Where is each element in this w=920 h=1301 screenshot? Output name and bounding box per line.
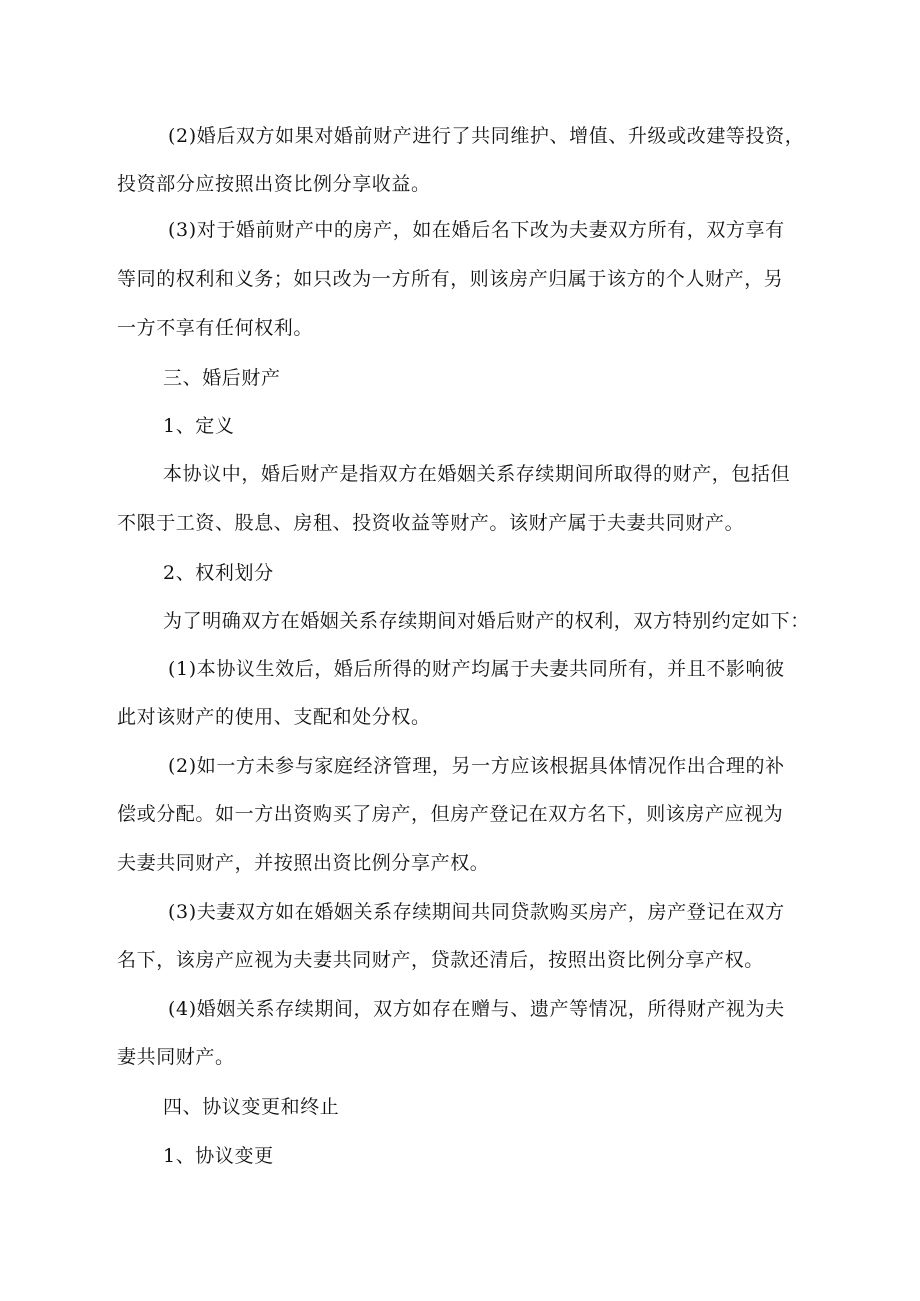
paragraph-line: 为了明确双方在婚姻关系存续期间对婚后财产的权利，双方特别约定如下：	[163, 610, 810, 632]
paragraph-line: (2)婚后双方如果对婚前财产进行了共同维护、增值、升级或改建等投资，	[168, 125, 805, 147]
paragraph-line: (4)婚姻关系存续期间，双方如存在赠与、遗产等情况，所得财产视为夫	[168, 998, 785, 1020]
paragraph-line: 不限于工资、股息、房租、投资收益等财产。该财产属于夫妻共同财产。	[117, 512, 745, 534]
subsection-heading: 1、协议变更	[163, 1145, 274, 1167]
paragraph-line: (1)本协议生效后，婚后所得的财产均属于夫妻共同所有，并且不影响彼	[168, 658, 785, 680]
paragraph-line: (3)对于婚前财产中的房产，如在婚后名下改为夫妻双方所有，双方享有	[168, 219, 785, 241]
paragraph-line: 夫妻共同财产，并按照出资比例分享产权。	[117, 852, 490, 874]
paragraph-line: 等同的权利和义务；如只改为一方所有，则该房产归属于该方的个人财产，另	[117, 268, 784, 290]
subsection-heading: 1、定义	[163, 415, 235, 437]
section-heading: 三、婚后财产	[163, 367, 281, 389]
paragraph-line: (2)如一方未参与家庭经济管理，另一方应该根据具体情况作出合理的补	[168, 755, 785, 777]
paragraph-line: (3)夫妻双方如在婚姻关系存续期间共同贷款购买房产，房产登记在双方	[168, 901, 785, 923]
paragraph-line: 偿或分配。如一方出资购买了房产，但房产登记在双方名下，则该房产应视为	[117, 803, 784, 825]
paragraph-line: 投资部分应按照出资比例分享收益。	[117, 173, 431, 195]
paragraph-line: 本协议中，婚后财产是指双方在婚姻关系存续期间所取得的财产，包括但	[163, 463, 791, 485]
paragraph-line: 名下，该房产应视为夫妻共同财产，贷款还清后，按照出资比例分享产权。	[117, 949, 764, 971]
paragraph-line: 此对该财产的使用、支配和处分权。	[117, 706, 431, 728]
section-heading: 四、协议变更和终止	[163, 1096, 340, 1118]
subsection-heading: 2、权利划分	[163, 562, 274, 584]
paragraph-line: 一方不享有任何权利。	[117, 317, 314, 339]
paragraph-line: 妻共同财产。	[117, 1046, 235, 1068]
